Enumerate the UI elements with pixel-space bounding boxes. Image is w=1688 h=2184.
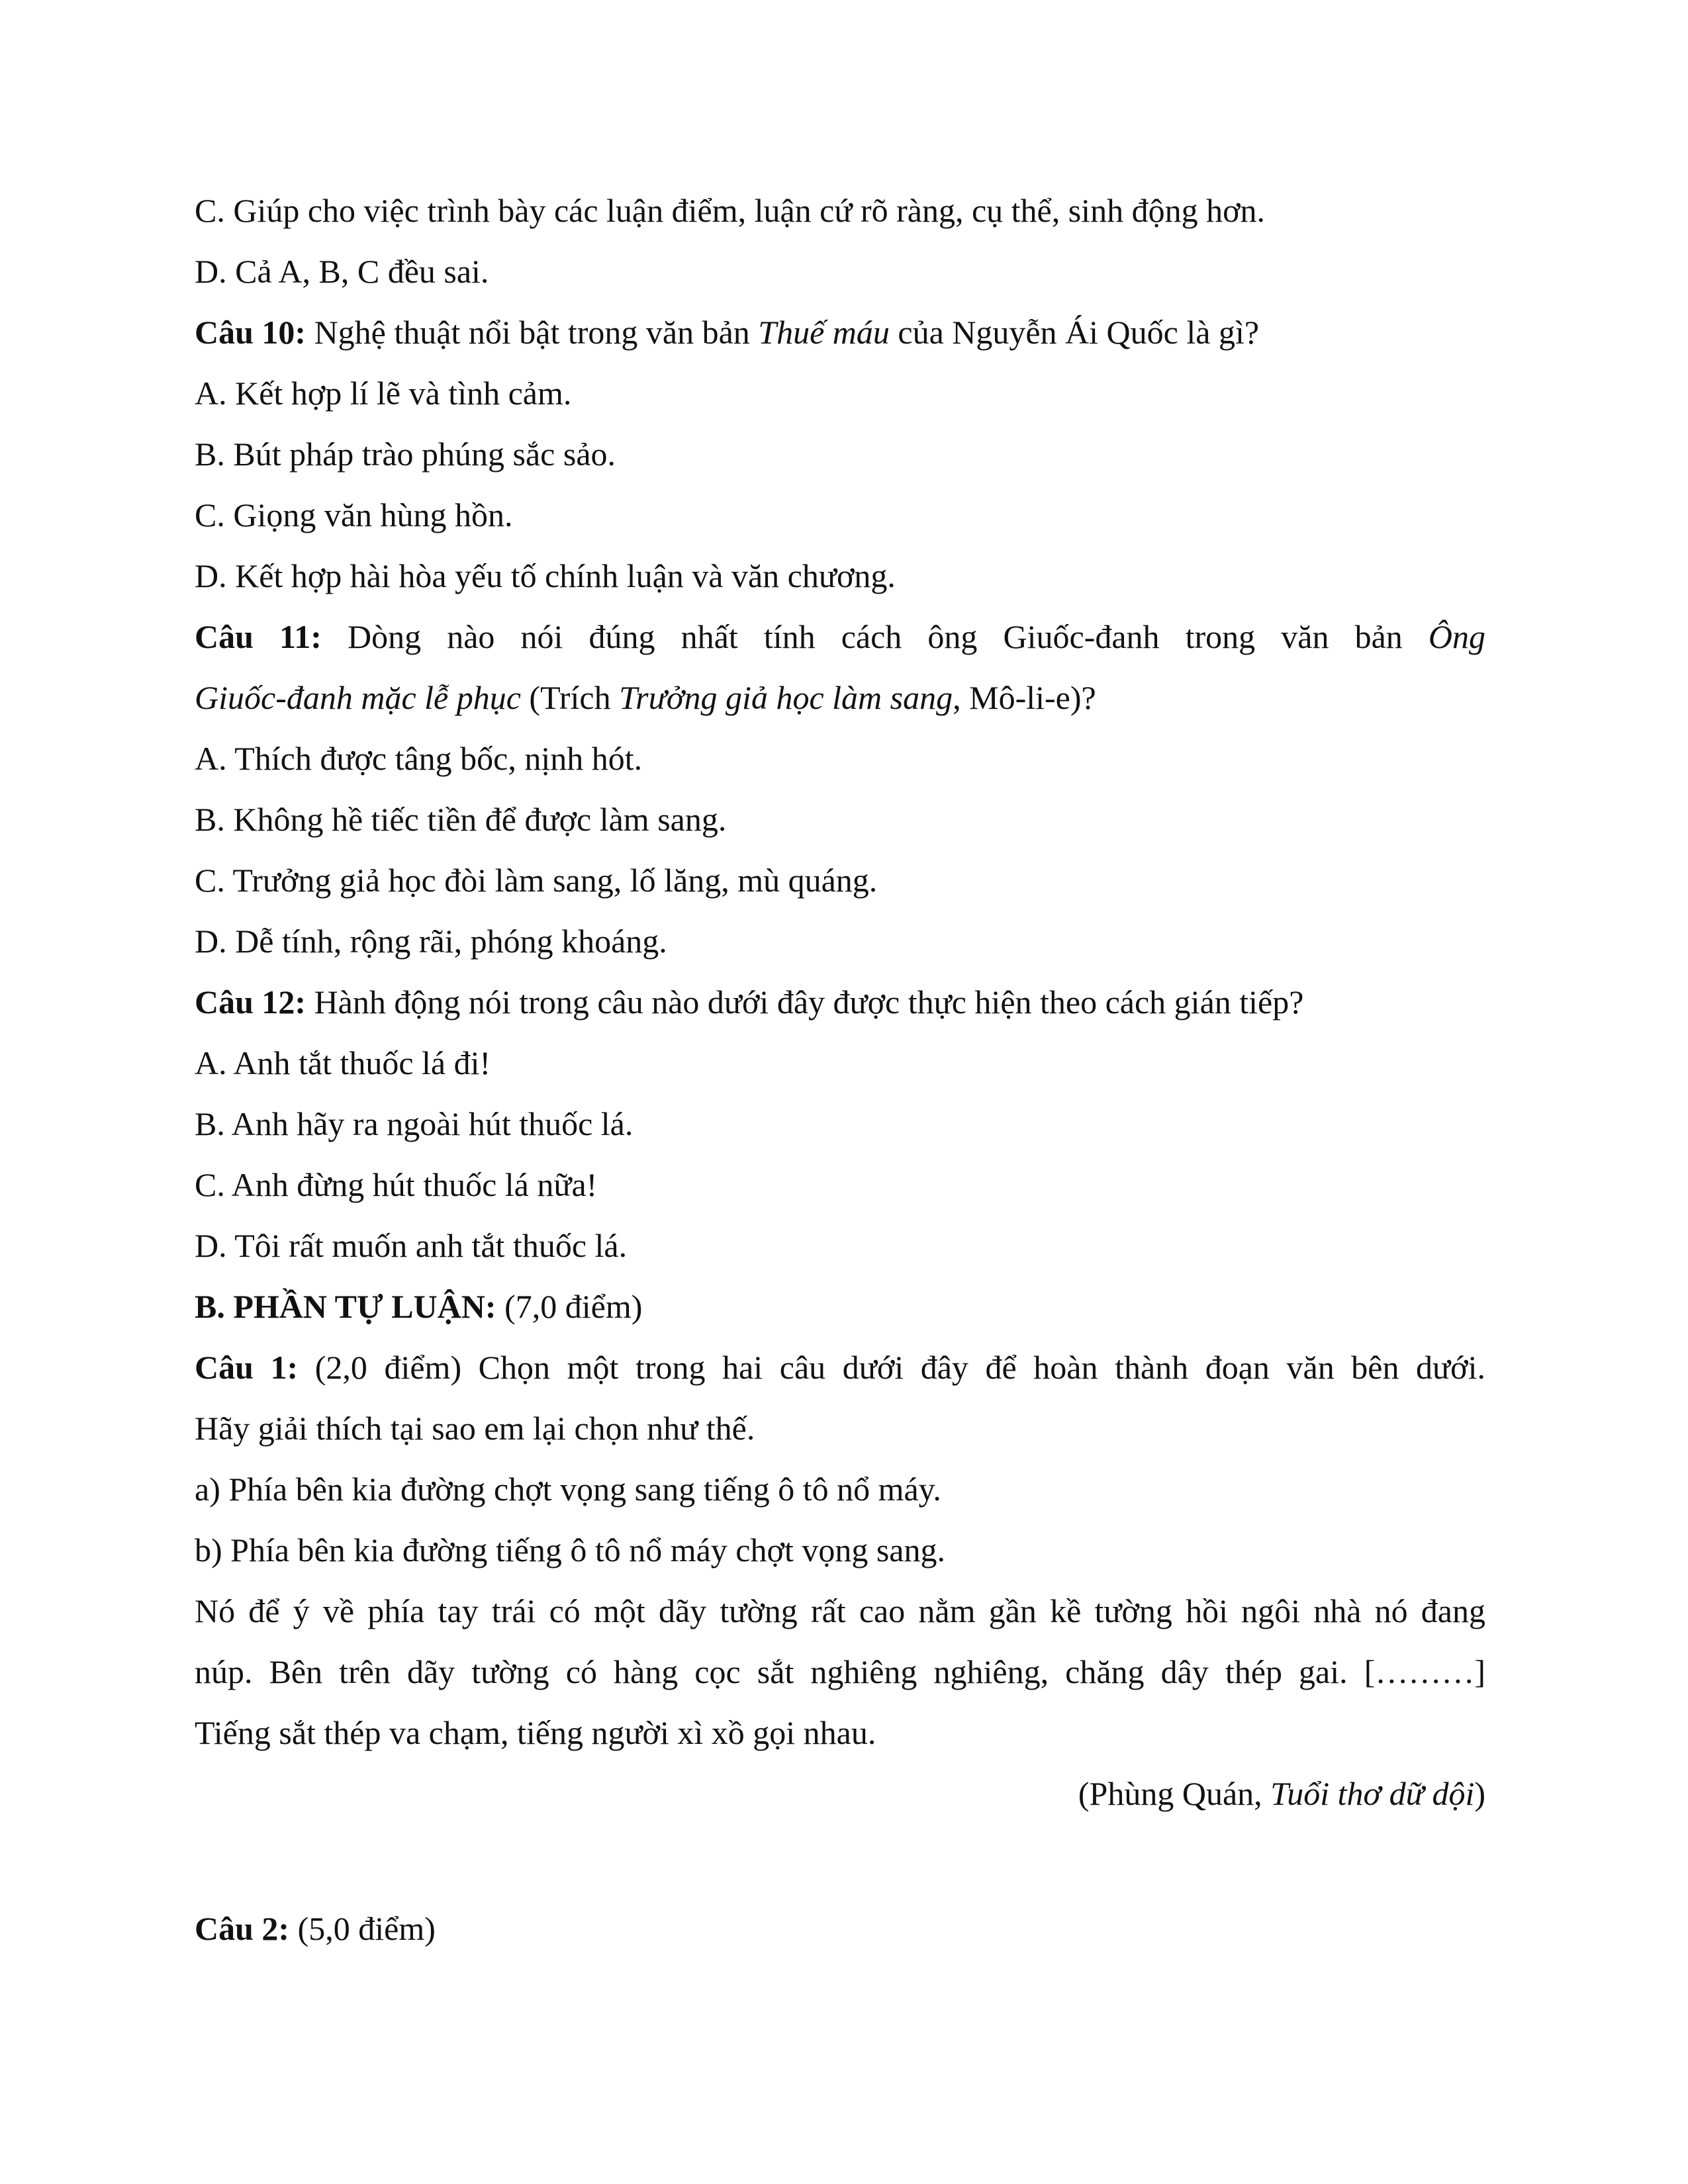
passage-line3: Tiếng sắt thép va chạm, tiếng người xì xồ gọi nhau. — [195, 1714, 876, 1751]
q10-work-title: Thuế máu — [758, 314, 890, 351]
q11-question-line1 — [195, 617, 1485, 657]
essay1-option-a: a) Phía bên kia đường chợt vọng sang tiếng ô tô nổ máy. — [195, 1471, 941, 1508]
q12-option-c: C. Anh đừng hút thuốc lá nữa! — [195, 1166, 598, 1203]
q12-text: Hành động nói trong câu nào dưới đây được thực hiện theo cách gián tiếp? — [306, 983, 1304, 1021]
essay1-text-line1: (2,0 điểm) Chọn một trong hai câu dưới đây để hoàn thành đoạn văn bên dưới. — [298, 1349, 1485, 1386]
q11-text-line1: Dòng nào nói đúng nhất tính cách ông Giuốc-đanh trong văn bản — [321, 618, 1429, 655]
essay1-option-b: b) Phía bên kia đường tiếng ô tô nổ máy chợt vọng sang. — [195, 1531, 945, 1569]
passage-citation — [195, 1774, 1485, 1813]
essay2-points: (5,0 điểm) — [289, 1910, 436, 1947]
q12-option-a: A. Anh tắt thuốc lá đi! — [195, 1044, 491, 1081]
q10-question — [195, 312, 1485, 352]
q11-text-mid: (Trích — [520, 679, 620, 716]
section-b-points: (7,0 điểm) — [496, 1288, 643, 1325]
passage-line2: núp. Bên trên dãy tường có hàng cọc sắt nghiêng nghiêng, chăng dây thép gai. [………] — [195, 1653, 1485, 1690]
q11-option-d: D. Dễ tính, rộng rãi, phóng khoáng. — [195, 923, 667, 960]
section-b-title: B. PHẦN TỰ LUẬN: — [195, 1288, 496, 1325]
essay2-label: Câu 2: — [195, 1910, 290, 1947]
q12-option-d: D. Tôi rất muốn anh tắt thuốc lá. — [195, 1227, 628, 1264]
q10-label: Câu 10: — [195, 314, 306, 351]
q10-text-after: của Nguyễn Ái Quốc là gì? — [889, 314, 1260, 351]
q11-work-title-part2: Giuốc-đanh mặc lễ phục — [195, 679, 521, 716]
q12-option-b: B. Anh hãy ra ngoài hút thuốc lá. — [195, 1105, 633, 1142]
q11-option-c: C. Trưởng giả học đòi làm sang, lố lăng, mù quáng. — [195, 862, 878, 899]
essay2-heading — [195, 1909, 1485, 1948]
q11-work-title-part1: Ông — [1428, 618, 1485, 655]
citation-work: Tuổi thơ dữ dội — [1270, 1775, 1475, 1812]
essay1-label: Câu 1: — [195, 1349, 299, 1386]
essay1-prompt-line2: Hãy giải thích tại sao em lại chọn như thế. — [195, 1410, 755, 1447]
section-b-heading — [195, 1287, 1485, 1326]
q11-option-a: A. Thích được tâng bốc, nịnh hót. — [195, 740, 643, 777]
q11-label: Câu 11: — [195, 618, 322, 655]
citation-author: (Phùng Quán, — [1078, 1775, 1271, 1812]
q11-question-line2 — [195, 678, 1485, 717]
q9-option-c: C. Giúp cho việc trình bày các luận điểm, luận cứ rõ ràng, cụ thể, sinh động hơn. — [195, 192, 1266, 229]
q9-option-d: D. Cả A, B, C đều sai. — [195, 253, 489, 290]
q11-option-b: B. Không hề tiếc tiền để được làm sang. — [195, 801, 727, 838]
q10-option-a: A. Kết hợp lí lẽ và tình cảm. — [195, 375, 572, 412]
q11-text-after: , Mô-li-e)? — [953, 679, 1096, 716]
q12-question — [195, 982, 1485, 1022]
q10-option-b: B. Bút pháp trào phúng sắc sảo. — [195, 435, 616, 473]
citation-end: ) — [1474, 1775, 1485, 1812]
q10-text-before: Nghệ thuật nổi bật trong văn bản — [306, 314, 759, 351]
passage-line1: Nó để ý về phía tay trái có một dãy tường rất cao nằm gần kề tường hồi ngôi nhà nó đang — [195, 1592, 1485, 1629]
q10-option-d: D. Kết hợp hài hòa yếu tố chính luận và văn chương. — [195, 557, 896, 594]
q11-source-title: Trưởng giả học làm sang — [619, 679, 953, 716]
essay1-prompt-line1 — [195, 1347, 1485, 1387]
q12-label: Câu 12: — [195, 983, 306, 1021]
q10-option-c: C. Giọng văn hùng hồn. — [195, 496, 513, 533]
